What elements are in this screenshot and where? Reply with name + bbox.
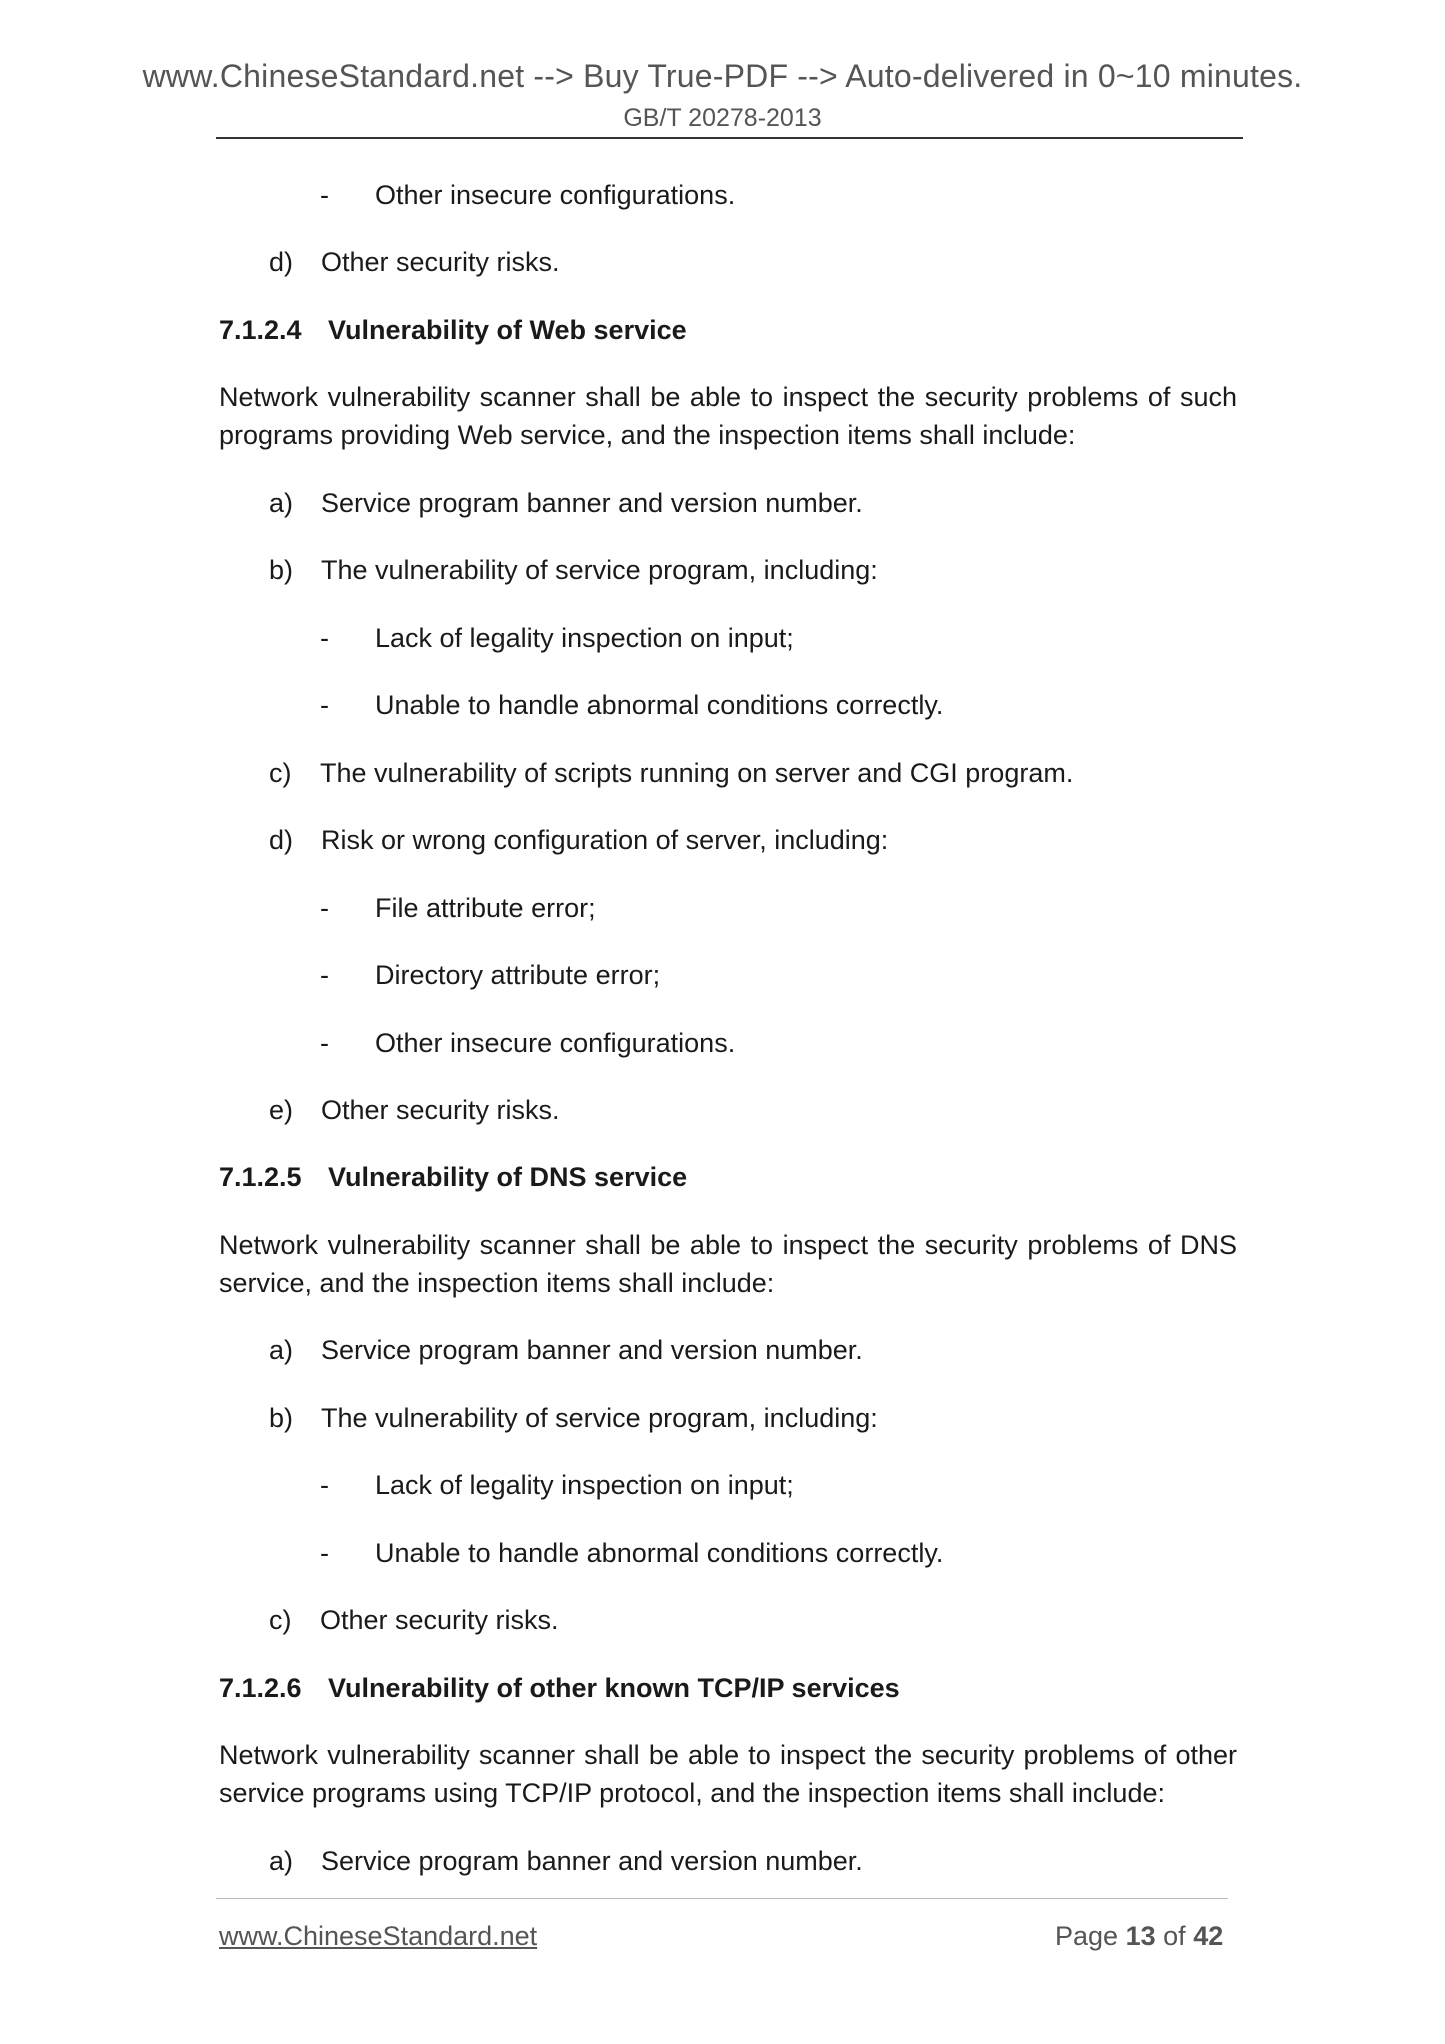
section-heading-7-1-2-6: [219, 1669, 900, 1707]
page-word: Page: [1055, 1921, 1119, 1951]
list-dash: -: [320, 1028, 329, 1058]
list-item-text: The vulnerability of service program, including:: [321, 1403, 878, 1433]
list-item-text: Other insecure configurations.: [375, 1028, 736, 1058]
list-item-text: Other security risks.: [321, 1095, 560, 1125]
list-label: c): [269, 1605, 292, 1635]
list-dash: -: [320, 1538, 329, 1568]
page-of: of: [1163, 1921, 1186, 1951]
list-item-text: Service program banner and version number.: [321, 1335, 863, 1365]
section-title: Vulnerability of DNS service: [328, 1162, 688, 1192]
list-item-text: Service program banner and version number.: [321, 1846, 863, 1876]
section-title: Vulnerability of other known TCP/IP services: [328, 1673, 900, 1703]
section-title: Vulnerability of Web service: [328, 315, 687, 345]
list-item-text: The vulnerability of scripts running on server and CGI program.: [320, 758, 1074, 788]
list-item-text: Lack of legality inspection on input;: [375, 1470, 794, 1500]
list-dash: -: [320, 893, 329, 923]
list-label: d): [269, 247, 294, 277]
list-item-text: Service program banner and version number.: [321, 488, 863, 518]
section-intro: Network vulnerability scanner shall be able to inspect the security problems of DNS service, and the inspection items shall include:: [219, 1230, 1237, 1298]
list-label: a): [269, 1335, 294, 1365]
document-id: GB/T 20278-2013: [623, 104, 822, 132]
section-heading-7-1-2-4: [219, 311, 687, 349]
list-dash: -: [320, 180, 329, 210]
list-label: a): [269, 488, 294, 518]
section-intro: Network vulnerability scanner shall be able to inspect the security problems of such programs providing Web service, and the inspection items shall include:: [219, 382, 1237, 450]
list-item-text: Directory attribute error;: [375, 960, 661, 990]
section-number: 7.1.2.5: [219, 1162, 302, 1192]
list-label: b): [269, 1403, 294, 1433]
list-label: e): [269, 1095, 294, 1125]
list-dash: -: [320, 960, 329, 990]
section-number: 7.1.2.4: [219, 315, 302, 345]
footer-rule: [216, 1898, 1228, 1899]
list-item-text: Risk or wrong configuration of server, including:: [321, 825, 889, 855]
list-item-text: Lack of legality inspection on input;: [375, 623, 794, 653]
list-item-text: Other security risks.: [321, 247, 560, 277]
footer-website-link[interactable]: www.ChineseStandard.net: [219, 1921, 538, 1951]
list-dash: -: [320, 1470, 329, 1500]
list-label: c): [269, 758, 292, 788]
list-item-text: The vulnerability of service program, including:: [321, 555, 878, 585]
section-intro: Network vulnerability scanner shall be able to inspect the security problems of other service programs using TCP/IP protocol, and the inspection items shall include:: [219, 1740, 1237, 1808]
list-item-text: Unable to handle abnormal conditions correctly.: [375, 690, 944, 720]
section-heading-7-1-2-5: [219, 1158, 687, 1196]
list-label: d): [269, 825, 294, 855]
list-item-text: Other security risks.: [320, 1605, 559, 1635]
list-dash: -: [320, 623, 329, 653]
section-number: 7.1.2.6: [219, 1673, 302, 1703]
list-item-text: Other insecure configurations.: [375, 180, 736, 210]
header-banner: www.ChineseStandard.net --> Buy True-PDF --> Auto-delivered in 0~10 minutes.: [142, 58, 1303, 94]
page-number: [1055, 1921, 1223, 1952]
header-rule: [216, 137, 1243, 139]
page-total: 42: [1193, 1921, 1224, 1951]
list-dash: -: [320, 690, 329, 720]
page-current: 13: [1125, 1921, 1156, 1951]
list-label: b): [269, 555, 294, 585]
list-item-text: File attribute error;: [375, 893, 596, 923]
list-item-text: Unable to handle abnormal conditions correctly.: [375, 1538, 944, 1568]
list-label: a): [269, 1846, 294, 1876]
